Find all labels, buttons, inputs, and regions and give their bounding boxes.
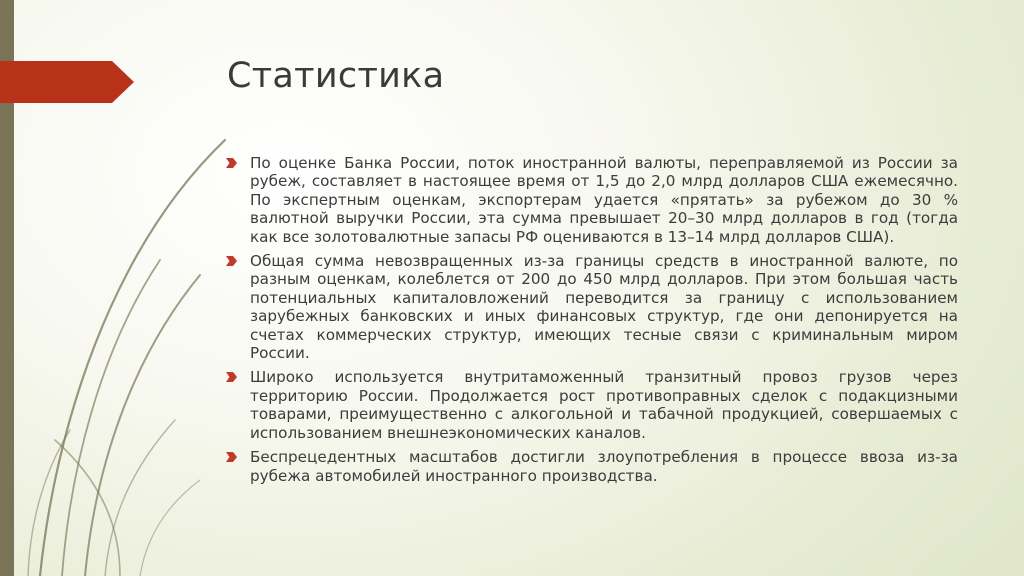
bullet-list [226, 154, 958, 491]
slide-title: Статистика [227, 56, 445, 96]
grass-stroke-4 [105, 420, 175, 576]
bullet-text: Широко используется внутритаможенный транзитный провоз грузов через территорию России. Продолжается рост противоправных сделок с подакцизными товарами, преимущественно с алкогольной и табачной продукцией, совершаемых с использованием внешнеэкономических каналов. [250, 368, 958, 442]
bullet-item [226, 368, 958, 442]
grass-stroke-6 [140, 480, 200, 576]
arrow-bullet-icon [226, 448, 250, 468]
arrow-bullet-icon [226, 252, 250, 272]
bullet-item [226, 252, 958, 362]
bullet-text: Беспрецедентных масштабов достигли злоупотребления в процессе ввоза из-за рубежа автомобилей иностранного производства. [250, 448, 958, 485]
bullet-text: Общая сумма невозвращенных из-за границы средств в иностранной валюте, по разным оценкам, колеблется от 200 до 450 млрд долларов. При этом большая часть потенциальных капиталовложений переводится за границу с использованием зарубежных банковских и иных финансовых структур, где они депонируется на счетах коммерческих структур, имеющих тесные связи с криминальным миром России. [250, 252, 958, 363]
arrow-bullet-icon [226, 154, 250, 174]
grass-stroke-1 [40, 140, 225, 576]
bullet-item [226, 154, 958, 246]
arrow-bullet-icon [226, 368, 250, 388]
bullet-text: По оценке Банка России, поток иностранной валюты, переправляемой из России за рубеж, составляет в настоящее время от 1,5 до 2,0 млрд долларов США ежемесячно. По экспертным оценкам, экспортерам удается «прятать» за рубежом до 30 % валютной выручки России, эта сумма превышает 20–30 млрд долларов в год (тогда как все золотовалютные запасы РФ оцениваются в 13–14 млрд долларов США). [250, 154, 958, 246]
grass-stroke-3 [85, 275, 200, 576]
bullet-item [226, 448, 958, 485]
title-arrow-shape [0, 61, 134, 103]
